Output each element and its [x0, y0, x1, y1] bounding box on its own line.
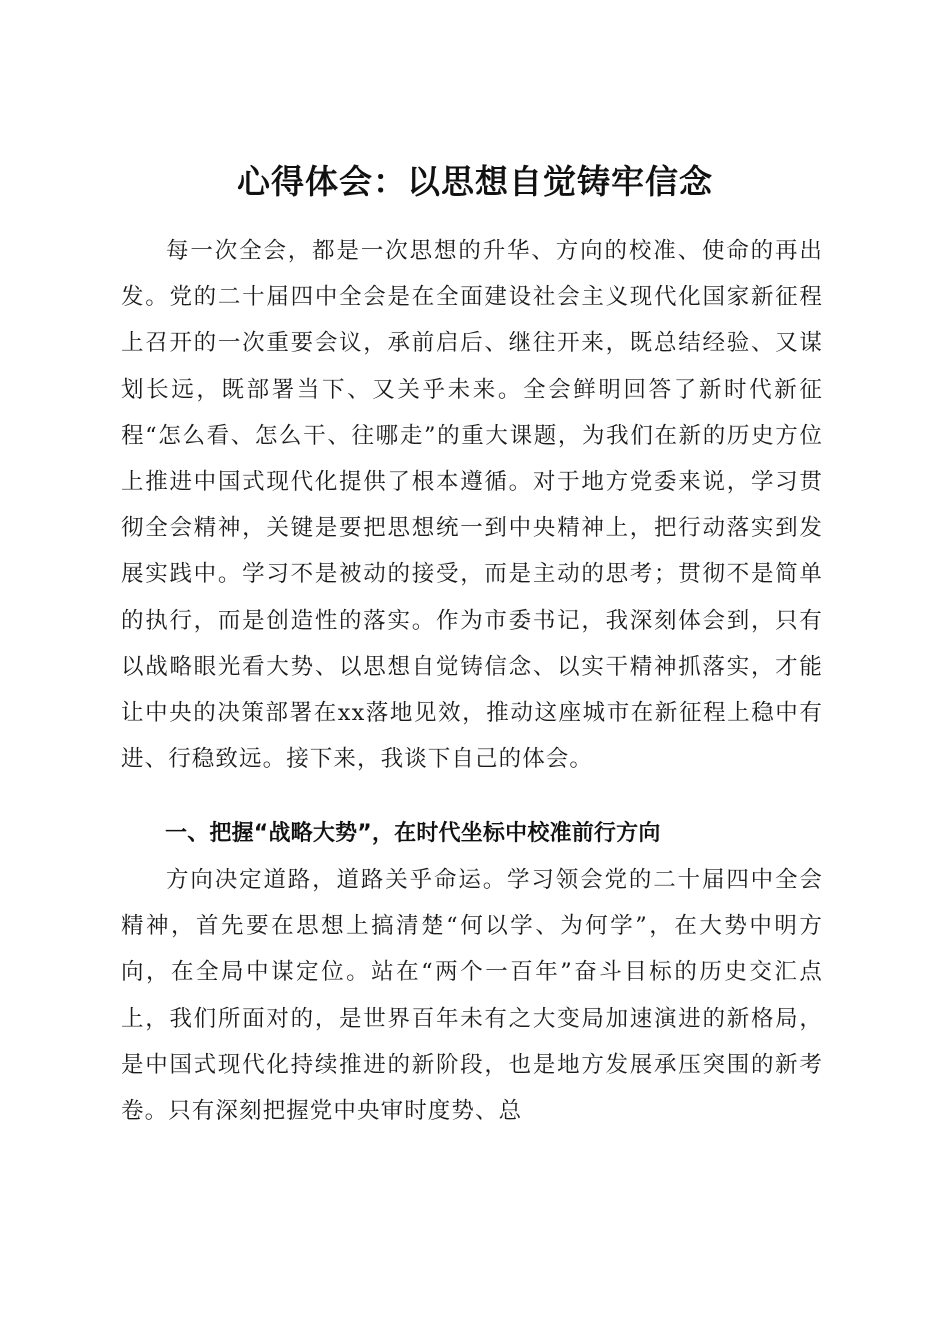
- paragraph-section-1: 方向决定道路，道路关乎命运。学习领会党的二十届四中全会精神，首先要在思想上搞清楚“何以学、为何学”，在大势中明方向，在全局中谋定位。站在“两个一百年”奋斗目标的历史交汇点上，我们所面对的，是世界百年未有之大变局加速演进的新格局，是中国式现代化持续推进的新阶段，也是地方发展承压突围的新考卷。只有深刻把握党中央审时度势、总: [121, 867, 823, 1125]
- section-heading-1: 一、把握“战略大势”，在时代坐标中校准前行方向: [165, 821, 661, 846]
- document-title: 心得体会：以思想自觉铸牢信念: [237, 162, 713, 202]
- paragraph-intro: 每一次全会，都是一次思想的升华、方向的校准、使命的再出发。党的二十届四中全会是在全面建设社会主义现代化国家新征程上召开的一次重要会议，承前启后、继往开来，既总结经验、又谋划长远，既部署当下、又关乎未来。全会鲜明回答了新时代新征程“怎么看、怎么干、往哪走”的重大课题，为我们在新的历史方位上推进中国式现代化提供了根本遵循。对于地方党委来说，学习贯彻全会精神，关键是要把思想统一到中央精神上，把行动落实到发展实践中。学习不是被动的接受，而是主动的思考；贯彻不是简单的执行，而是创造性的落实。作为市委书记，我深刻体会到，只有以战略眼光看大势、以思想自觉铸信念、以实干精神抓落实，才能让中央的决策部署在xx落地见效，推动这座城市在新征程上稳中有进、行稳致远。接下来，我谈下自己的体会。: [121, 238, 823, 773]
